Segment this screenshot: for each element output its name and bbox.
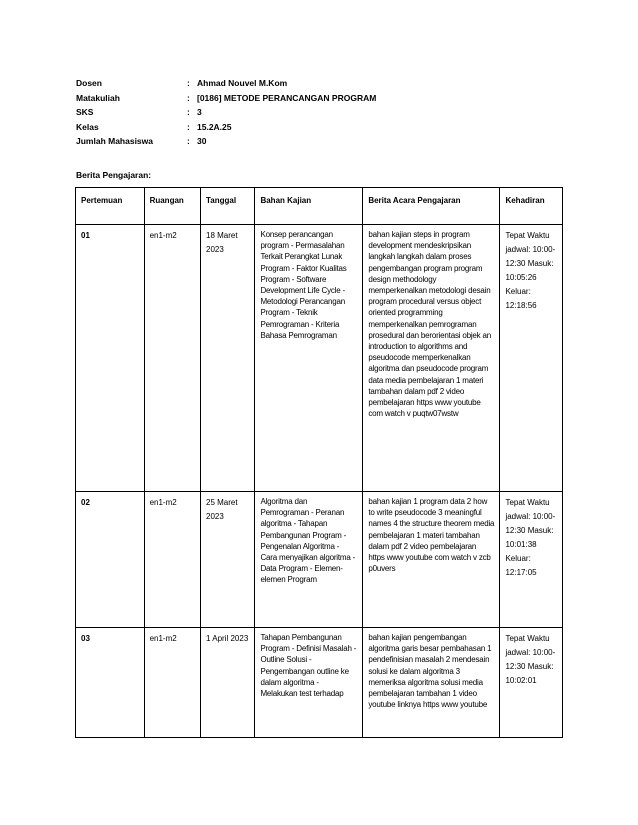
cell-kehadiran: Tepat Waktu jadwal: 10:00-12:30 Masuk: 10:01:38 Keluar: 12:17:05 bbox=[500, 492, 563, 628]
cell-berita-acara: bahan kajian steps in program development mendeskripsikan langkah langkah dalam proses pengembangan program program design methodology memperkenalkan metodologi desain program procedural versus object oriented programming memperkenalkan pemrograman prosedural dan berorientasi objek an introduction to algorithms and pseudocode memperkenalkan algoritma dan pseudocode program data media pembelajaran 1 materi tambahan dalam pdf 2 video pembelajaran https www youtube com watch v puqtw07wstw bbox=[363, 225, 500, 492]
info-key: Kelas bbox=[76, 121, 99, 132]
info-value: 3 bbox=[197, 107, 202, 117]
table-header-row bbox=[76, 188, 563, 225]
cell-ruangan: en1-m2 bbox=[144, 225, 200, 492]
cell-bahan-kajian: Tahapan Pembangunan Program - Definisi Masalah - Outline Solusi - Pengembangan outline ke dalam algoritma - Melakukan test terhadap bbox=[255, 628, 363, 738]
cell-kehadiran: Tepat Waktu jadwal: 10:00-12:30 Masuk: 10:05:26 Keluar: 12:18:56 bbox=[500, 225, 563, 492]
info-value: [0186] METODE PERANCANGAN PROGRAM bbox=[197, 92, 377, 103]
cell-pertemuan: 02 bbox=[76, 492, 145, 628]
header-tanggal: Tanggal bbox=[201, 188, 255, 225]
info-value: 30 bbox=[197, 136, 207, 146]
teaching-report-table bbox=[75, 187, 563, 738]
cell-berita-acara: bahan kajian 1 program data 2 how to write pseudocode 3 meaningful names 4 the structure theorem media pembelajaran 1 materi tambahan dalam pdf 2 video pembelajaran https www youtube com watch v zcb p0uvers bbox=[363, 492, 500, 628]
header-ruangan: Ruangan bbox=[144, 188, 200, 225]
section-title: Berita Pengajaran: bbox=[76, 170, 152, 180]
cell-pertemuan: 01 bbox=[76, 225, 145, 492]
info-colon: : bbox=[187, 107, 190, 117]
header-pertemuan: Pertemuan bbox=[76, 188, 145, 225]
header-kehadiran: Kehadiran bbox=[500, 188, 563, 225]
info-value: Ahmad Nouvel M.Kom bbox=[197, 78, 288, 88]
info-key: Jumlah Mahasiswa bbox=[76, 136, 154, 146]
info-key: Matakuliah bbox=[76, 92, 120, 103]
cell-tanggal: 25 Maret 2023 bbox=[201, 492, 255, 628]
info-key: Dosen bbox=[76, 78, 102, 88]
cell-tanggal: 1 April 2023 bbox=[201, 628, 255, 738]
table-row bbox=[76, 492, 563, 628]
info-colon: : bbox=[187, 121, 190, 132]
cell-bahan-kajian: Konsep perancangan program - Permasalahan Terkait Perangkat Lunak Program - Faktor Kualitas Program - Software Development Life Cycle - Metodologi Perancangan Program - Teknik Pemrograman - Kriteria Bahasa Pemrograman bbox=[255, 225, 363, 492]
info-colon: : bbox=[187, 92, 190, 103]
cell-ruangan: en1-m2 bbox=[144, 628, 200, 738]
info-colon: : bbox=[187, 78, 190, 88]
info-colon: : bbox=[187, 136, 190, 146]
header-berita-acara: Berita Acara Pengajaran bbox=[363, 188, 500, 225]
info-key: SKS bbox=[76, 107, 94, 117]
cell-tanggal: 18 Maret 2023 bbox=[201, 225, 255, 492]
cell-ruangan: en1-m2 bbox=[144, 492, 200, 628]
table-row bbox=[76, 225, 563, 492]
cell-kehadiran: Tepat Waktu jadwal: 10:00-12:30 Masuk: 10:02:01 bbox=[500, 628, 563, 738]
table-row bbox=[76, 628, 563, 738]
info-value: 15.2A.25 bbox=[197, 121, 232, 132]
header-bahan-kajian: Bahan Kajian bbox=[255, 188, 363, 225]
cell-berita-acara: bahan kajian pengembangan algoritma garis besar pembahasan 1 pendefinisian masalah 2 mendesain solusi ke dalam algoritma 3 memeriksa algoritma solusi media pembelajaran tambahan 1 video youtube linknya https www youtube bbox=[363, 628, 500, 738]
cell-pertemuan: 03 bbox=[76, 628, 145, 738]
cell-bahan-kajian: Algoritma dan Pemrograman - Peranan algoritma - Tahapan Pembangunan Program - Pengenalan Algoritma - Cara menyajikan algoritma - Data Program - Elemen-elemen Program bbox=[255, 492, 363, 628]
